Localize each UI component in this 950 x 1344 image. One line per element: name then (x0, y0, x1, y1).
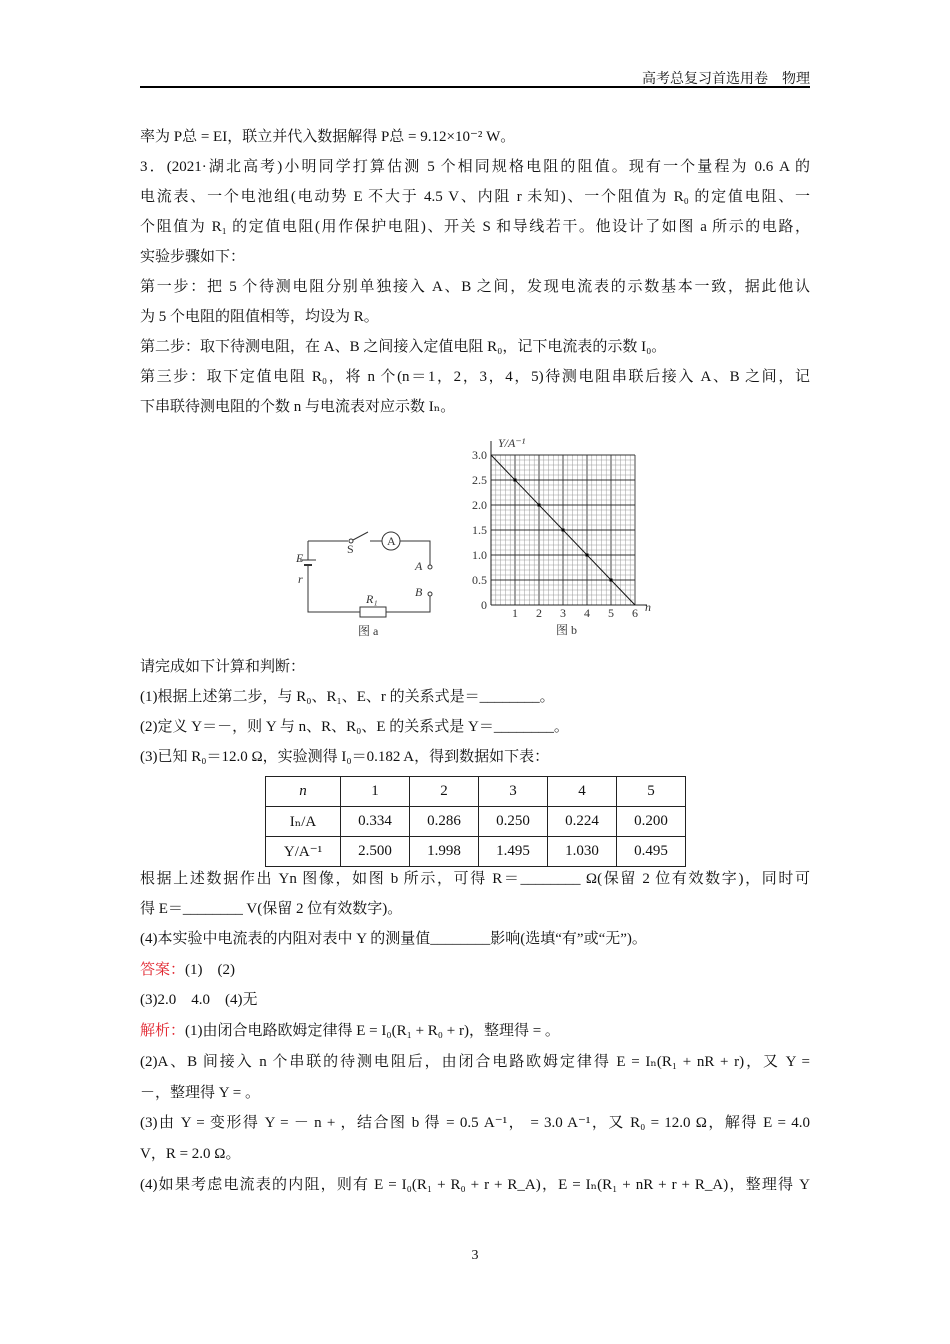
question-line: 3．(2021·湖北高考)小明同学打算估测 5 个相同规格电阻的阻值。现有一个量程为 0.6 A 的 (140, 159, 810, 175)
table-cell: 0.224 (548, 807, 617, 837)
question-line: 个阻值为 R₁ 的定值电阻(用作保护电阻)、开关 S 和导线若干。他设计了如图 a 所示的电路， (140, 219, 810, 235)
question-line: 第三步：取下定值电阻 R₀，将 n 个(n＝1，2，3，4，5)待测电阻串联后接入 A、B 之间，记 (140, 369, 810, 385)
answer-label: 答案： (140, 962, 186, 978)
table-header-cell: Y/A⁻¹ (266, 837, 341, 867)
question-line: 电流表、一个电池组(电动势 E 不大于 4.5 V、内阻 r 未知)、一个阻值为 R₀ 的定值电阻、一 (140, 189, 810, 205)
x-tick-label: 1 (512, 606, 518, 620)
analysis-line: (4)如果考虑电流表的内阻，则有 E = I₀(R₁ + R₀ + r + R_A)，E = Iₙ(R₁ + nR + r + R_A)，整理得 Y (140, 1177, 810, 1193)
question-3: (3)已知 R₀＝12.0 Ω，实验测得 I₀＝0.182 A，得到数据如下表： (140, 749, 550, 765)
x-tick-label: 5 (608, 606, 614, 620)
table-cell: 0.200 (617, 807, 686, 837)
x-tick-label: 3 (560, 606, 566, 620)
table-cell: 0.250 (479, 807, 548, 837)
question-2: (2)定义 Y＝－，则 Y 与 n、R、R₀、E 的关系式是 Y＝________。 (140, 719, 569, 735)
chart-figure-b (465, 435, 665, 645)
table-cell: 1.030 (548, 837, 617, 867)
analysis-line: －，整理得 Y = 。 (140, 1085, 260, 1101)
question-line: 实验步骤如下： (140, 249, 246, 265)
answer-text: (1) (2) (185, 962, 235, 978)
analysis-line: (2)A、B 间接入 n 个串联的待测电阻后，由闭合电路欧姆定律得 E = Iₙ(R₁ + nR + r)，又 Y = (140, 1054, 810, 1070)
question-4: (4)本实验中电流表的内阻对表中 Y 的测量值________影响(选填“有”或“无”)。 (140, 931, 647, 947)
analysis-line: V，R = 2.0 Ω。 (140, 1146, 241, 1162)
data-point (538, 504, 541, 507)
prompt-line: 请完成如下计算和判断： (140, 659, 306, 675)
question-line: 第二步：取下待测电阻，在 A、B 之间接入定值电阻 R₀，记下电流表的示数 I₀。 (140, 339, 667, 355)
circuit-diagram-a (290, 520, 440, 645)
table-header-cell: Iₙ/A (266, 807, 341, 837)
table-cell: 1 (341, 777, 410, 807)
x-tick-label: 2 (536, 606, 542, 620)
data-point (610, 579, 613, 582)
y-tick-label: 0.5 (472, 573, 487, 587)
answer-line (140, 960, 810, 980)
data-table (265, 776, 686, 867)
y-tick-label: 1.0 (472, 548, 487, 562)
question-3-continued: 得 E＝________ V(保留 2 位有效数字)。 (140, 901, 403, 917)
table-row (266, 777, 686, 807)
table-row (266, 807, 686, 837)
x-tick-label: 6 (632, 606, 638, 620)
table-cell: 4 (548, 777, 617, 807)
table-cell: 2.500 (341, 837, 410, 867)
analysis-line: (3)由 Y = 变形得 Y = － n + ，结合图 b 得 = 0.5 A⁻¹， = 3.0 A⁻¹，又 R₀ = 12.0 Ω，解得 E = 4.0 (140, 1115, 810, 1131)
question-line: 第一步：把 5 个待测电阻分别单独接入 A、B 之间，发现电流表的示数基本一致，据此他认 (140, 279, 810, 295)
analysis-text: (1)由闭合电路欧姆定律得 E = I₀(R₁ + R₀ + r)，整理得 = 。 (185, 1023, 560, 1039)
analysis-label: 解析： (140, 1023, 186, 1039)
table-cell: 2 (410, 777, 479, 807)
table-cell: 0.286 (410, 807, 479, 837)
table-cell: 3 (479, 777, 548, 807)
r1-label: R₁ (366, 592, 378, 606)
x-axis-label: n (645, 600, 651, 614)
emf-label: E (296, 551, 304, 565)
table-cell: 0.334 (341, 807, 410, 837)
y-axis-label: Y/A⁻¹ (498, 436, 526, 450)
data-point (586, 554, 589, 557)
terminal-b-label: B (415, 585, 423, 599)
page-number: 3 (471, 1248, 479, 1263)
data-point (562, 529, 565, 532)
x-tick-label: 4 (584, 606, 590, 620)
data-point (514, 479, 517, 482)
table-cell: 1.495 (479, 837, 548, 867)
y-tick-label: 0 (481, 598, 487, 612)
table-cell: 1.998 (410, 837, 479, 867)
running-header: 高考总复习首选用卷 物理 (642, 72, 810, 87)
analysis-line (140, 1021, 810, 1041)
question-1: (1)根据上述第二步，与 R₀、R₁、E、r 的关系式是＝________。 (140, 689, 555, 705)
header-rule (140, 86, 810, 88)
table-cell: 5 (617, 777, 686, 807)
table-cell: 0.495 (617, 837, 686, 867)
y-tick-label: 2.0 (472, 498, 487, 512)
question-3-continued: 根据上述数据作出 Yn 图像，如图 b 所示，可得 R＝________ Ω(保留 2 位有效数字)，同时可 (140, 871, 810, 887)
switch-label: S (347, 542, 354, 556)
question-line: 为 5 个电阻的阻值相等，均设为 R。 (140, 309, 379, 325)
text-line: 率为 P总 = EI，联立并代入数据解得 P总 = 9.12×10⁻² W。 (140, 129, 516, 145)
internal-resistance-label: r (298, 572, 303, 586)
y-tick-label: 1.5 (472, 523, 487, 537)
ammeter-label: A (387, 534, 396, 548)
figure-a-caption: 图 a (358, 624, 379, 638)
answer-line: (3)2.0 4.0 (4)无 (140, 992, 258, 1008)
table-row (266, 837, 686, 867)
terminal-a-label: A (415, 559, 423, 573)
question-line: 下串联待测电阻的个数 n 与电流表对应示数 Iₙ。 (140, 399, 456, 415)
y-tick-label: 2.5 (472, 473, 487, 487)
table-header-cell: n (266, 777, 341, 807)
chart-title: 图 b (556, 623, 578, 637)
y-tick-label: 3.0 (472, 448, 487, 462)
